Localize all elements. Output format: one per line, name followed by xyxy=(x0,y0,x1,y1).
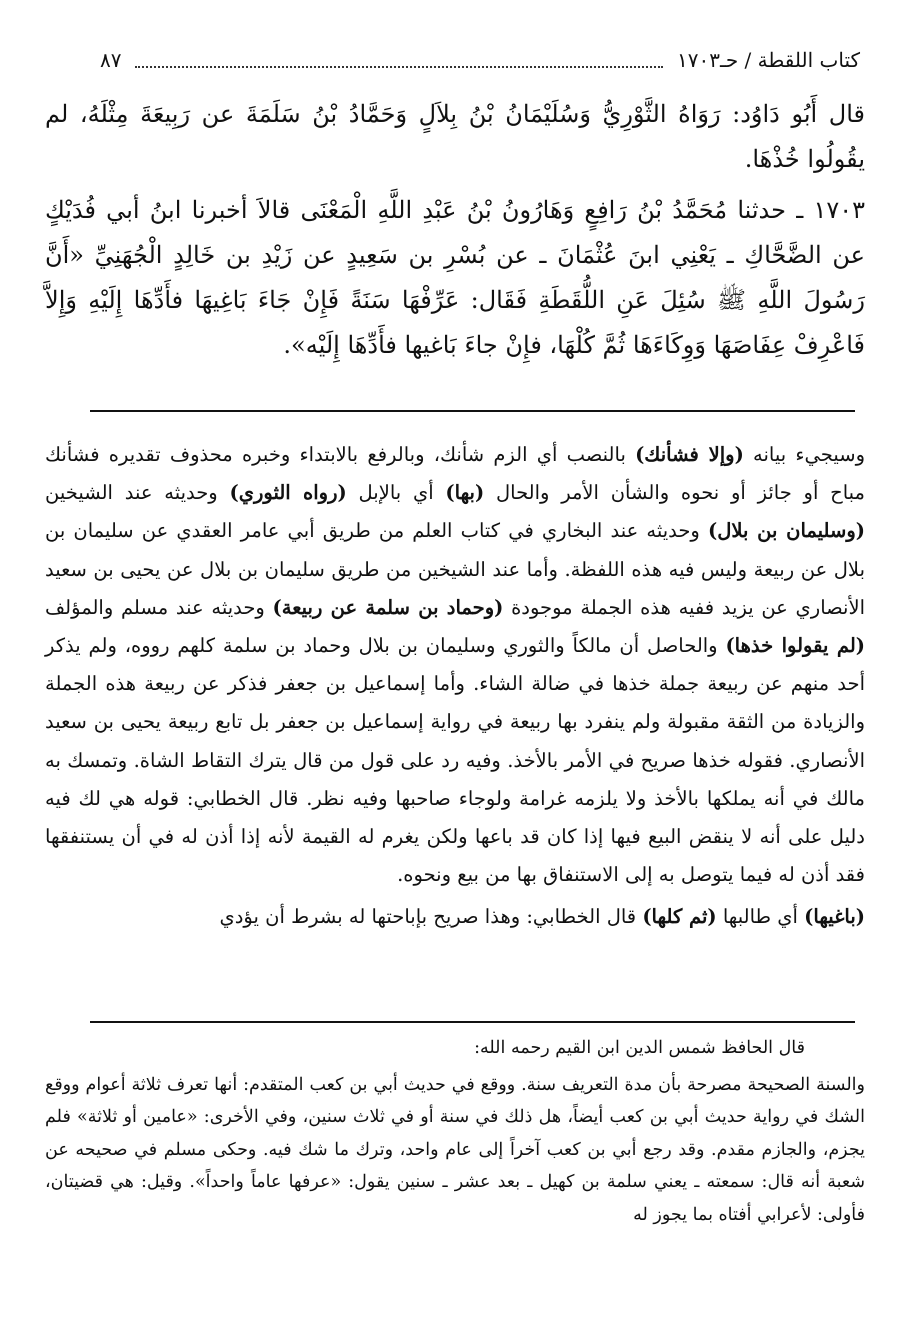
commentary-lemma: (بها) xyxy=(445,481,485,505)
commentary-text: وسيجيء بيانه xyxy=(743,443,866,466)
page-header xyxy=(100,40,860,80)
commentary-text: أي طالبها xyxy=(716,905,805,929)
ibn-qayyim-section xyxy=(45,1032,865,1236)
hadith-paragraph-2: ١٧٠٣ ـ حدثنا مُحَمَّدُ بْنُ رَافِعٍ وَهَارُونُ بْنُ عَبْدِ اللَّهِ الْمَعْنَى قالاَ أخبرنا ابنُ أبي فُدَيْكٍ عن الضَّحَّاكِ ـ يَعْنِي ابنَ عُثْمَانَ ـ عن بُسْرِ بن سَعِيدٍ عن زَيْدِ بن خَالِدٍ الْجُهَنِيِّ «أَنَّ رَسُولَ اللَّهِ ﷺ سُئِلَ عَنِ اللُّقَطَةِ فَقَال: عَرِّفْهَا سَنَةً فَإِنْ جَاءَ بَاغِيهَا فأَدِّهَا إِلَيْهِ وَإِلاَّ فَاعْرِفْ عِفَاصَهَا وَوِكَاءَهَا ثُمَّ كُلْهَا، فإِنْ جاءَ بَاغيها فأَدِّهَا إِلَيْه». xyxy=(45,196,865,359)
commentary-paragraph-1 xyxy=(45,436,865,894)
commentary-text: بالنصب أي الزم شأنك، وبالرفع بالابتداء وخبره محذوف تقديره فشأنك مباح أو جائز أو نحوه والشأن الأمر والحال xyxy=(45,443,865,505)
page-number: ٨٧ xyxy=(100,48,122,72)
hadith-paragraph-1: قال أَبُو دَاوُد: رَوَاهُ الثَّوْرِيُّ وَسُلَيْمَانُ بْنُ بِلاَلٍ وَحَمَّادُ بْنُ سَلَمَةَ عن رَبِيعَةَ مِثْلَهُ، لم يقُولُوا خُذْهَا. xyxy=(45,100,865,173)
running-title: كتاب اللقطة / حـ١٧٠٣ xyxy=(677,48,860,72)
ibn-qayyim-text: والسنة الصحيحة مصرحة بأن مدة التعريف سنة. ووقع في حديث أبي بن كعب المتقدم: أنها تعرف ثلاثة أعوام ووقع الشك في رواية حديث أبي بن كعب أيضاً، هل ذلك في سنة أو في ثلاث سنين، وفي الأخرى: «عامين أو ثلاثة» فلم يجزم، والجازم مقدم. وقد رجع أبي بن كعب آخراً إلى عام واحد، وترك ما شك فيه. وحكى مسلم في صحيحه عن شعبة أنه قال: سمعته ـ يعني سلمة بن كهيل ـ بعد عشر ـ سنين يقول: «عرفها عاماً واحداً». وقيل: هي قضيتان، فأولى: لأعرابي أفتاه بما يجوز له xyxy=(45,1074,865,1225)
commentary-text: وحديثه عند مسلم والمؤلف xyxy=(45,595,273,619)
commentary-text: أي بالإبل xyxy=(346,481,446,505)
hadith-text xyxy=(45,92,865,374)
footnote-divider xyxy=(90,1021,855,1023)
commentary-lemma: (وسليمان بن بلال) xyxy=(707,519,865,543)
section-divider xyxy=(90,410,855,412)
ibn-qayyim-attribution: قال الحافظ شمس الدين ابن القيم رحمه الله: xyxy=(474,1038,805,1058)
commentary-text: وحديثه عند البخاري في كتاب العلم من طريق أبي عامر العقدي عن سليمان بن بلال عن ربيعة وليس فيه هذه اللفظة. وأما عند الشيخين من طريق سليمان بن بلال عن يحيى بن سعيد الأنصاري عن يزيد ففيه هذه الجملة موجودة xyxy=(45,519,866,619)
commentary-lemma: (ثم كلها) xyxy=(642,905,717,929)
commentary-lemma: (باغيها) xyxy=(804,905,865,929)
commentary-lemma: (لم يقولوا خذها) xyxy=(725,634,866,658)
commentary-text: قال الخطابي: وهذا صريح بإباحتها له بشرط أن يؤدي xyxy=(219,905,643,929)
commentary-paragraph-2 xyxy=(45,898,865,936)
header-dot-leader xyxy=(135,52,663,68)
commentary-lemma: (وإلا فشأنك) xyxy=(635,443,744,466)
commentary-lemma: (وحماد بن سلمة عن ربيعة) xyxy=(272,595,504,619)
commentary-text: وحديثه عند الشيخين xyxy=(45,481,230,505)
commentary-section xyxy=(45,436,865,941)
commentary-text: والحاصل أن مالكاً والثوري وسليمان بن بلال وحماد بن سلمة كلهم رووه، ولم يذكر أحد منهم عن ربيعة جملة خذها في ضالة الشاء. وأما إسماعيل بن جعفر فذكر عن ربيعة هذه الجملة والزيادة من الثقة مقبولة ولم ينفرد بها ربيعة في رواية إسماعيل بن جعفر بل تابع ربيعة يحيى بن سعيد الأنصاري. فقوله خذها صريح في الأمر بالأخذ. وفيه رد على قول من قال يترك التقاط الشاة. وتمسك به مالك في أنه يملكها بالأخذ ولا يلزمه غرامة ولوجاء صاحبها وفيه نظر. قال الخطابي: قوله هي لك فيه دليل على أنه لا ينقض البيع فيها إذا كان قد باعها ولكن يغرم له القيمة لأنه إذا أذن له في أن يستنفقها فقد أذن له فيما يتوصل به إلى الاستنفاق بها من بيع ونحوه. xyxy=(45,634,865,887)
commentary-lemma: (رواه الثوري) xyxy=(229,481,347,505)
